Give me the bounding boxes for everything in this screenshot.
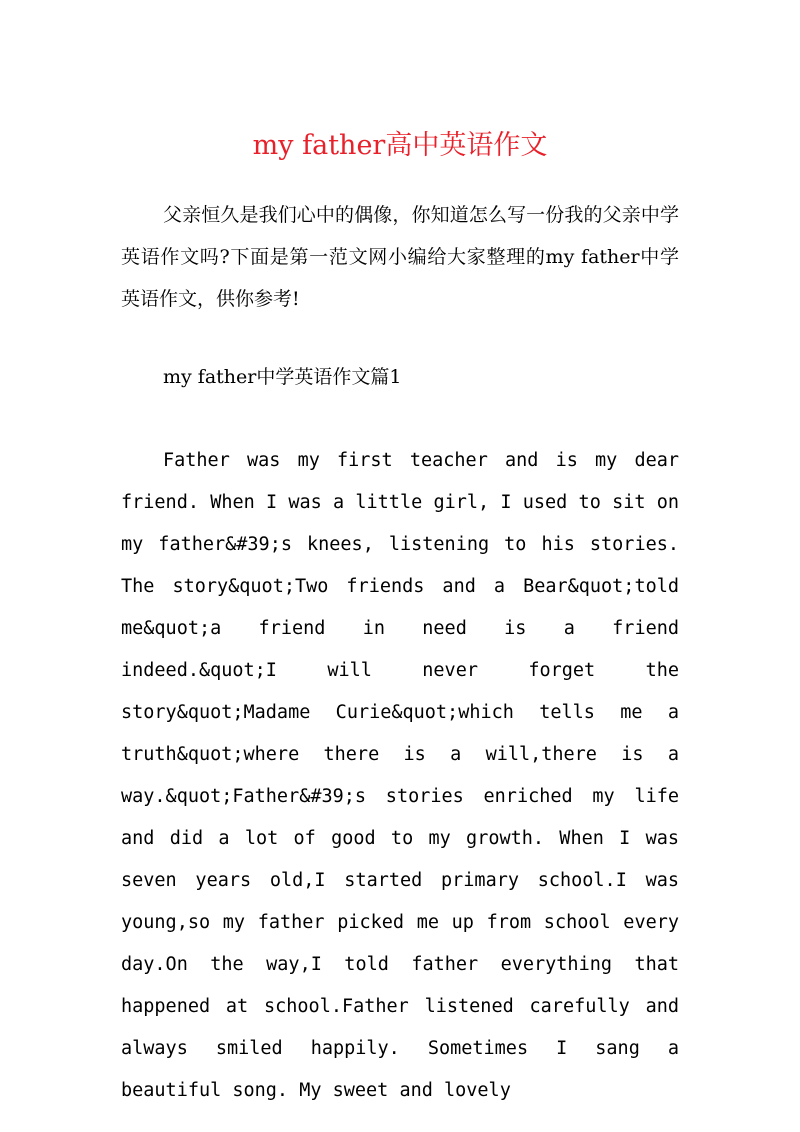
document-title: my father高中英语作文 (252, 130, 548, 161)
document-content (121, 194, 679, 1112)
intro-paragraph: 父亲恒久是我们心中的偶像，你知道怎么写一份我的父亲中学英语作文吗?下面是第一范文网小编给大家整理的my father中学英语作文，供你参考! (121, 204, 679, 310)
section-heading: my father中学英语作文篇1 (163, 366, 402, 388)
body-paragraph: Father was my first teacher and is my dear friend. When I was a little girl, I used to sit on my father&#39;s knees, listening to his stories. The story&quot;Two friends and a Bear&quot;told me&quot;a friend in need is a friend indeed.&quot;I will never forget the story&quot;Madame Curie&quot;which tells me a truth&quot;where there is a will,there is a way.&quot;Father&#39;s stories enriched my life and did a lot of good to my growth. When I was seven years old,I started primary school.I was young,so my father picked me up from school every day.On the way,I told father everything that happened at school.Father listened carefully and always smiled happily. Sometimes I sang a beautiful song. My sweet and lovely (121, 450, 679, 1101)
